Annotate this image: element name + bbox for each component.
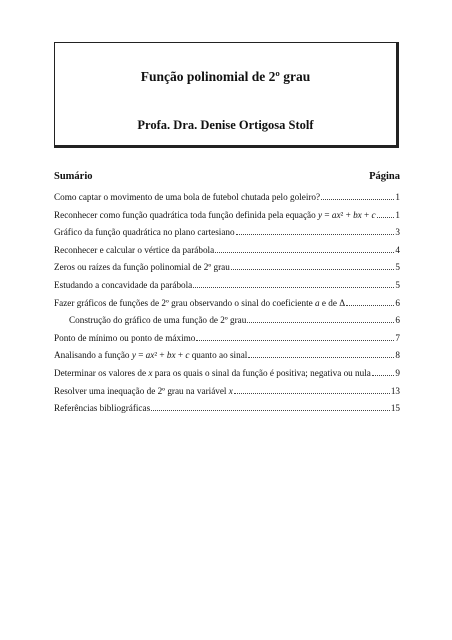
toc-entry-page: 13 xyxy=(390,385,400,396)
toc-entry-text: quanto ao sinal xyxy=(189,350,248,361)
toc-leader-dots xyxy=(193,286,394,288)
toc-entry-text: ² + xyxy=(340,209,354,220)
toc-entry-title xyxy=(54,189,320,207)
toc-entry-text: Analisando a função xyxy=(54,350,132,361)
toc-entry-title xyxy=(69,312,246,330)
toc-entry[interactable] xyxy=(54,400,400,418)
toc-leader-dots xyxy=(248,356,394,358)
toc-leader-dots xyxy=(196,339,394,341)
toc-entry-text: e de Δ xyxy=(319,297,346,308)
document-title: Função polinomial de 2º grau xyxy=(140,69,311,84)
toc-entry-page: 15 xyxy=(390,403,400,414)
toc-entry[interactable] xyxy=(54,277,400,295)
toc-entry-page: 5 xyxy=(395,279,400,290)
toc-entry-text: Zeros ou raízes da função polinomial de 2º grau xyxy=(54,262,230,273)
toc-entry-text: Gráfico da função quadrática no plano cartesiano xyxy=(54,227,235,238)
toc-entry-text: bx xyxy=(166,350,176,361)
toc-entry-title xyxy=(54,295,345,313)
toc-entry-text: para os quais o sinal da função é positiva; negativa ou nula xyxy=(152,367,371,378)
toc-entry-title xyxy=(54,347,247,365)
toc-entry-text: Resolver uma inequação de 2º grau na variável xyxy=(54,385,229,396)
toc-entry-text: + xyxy=(361,209,372,220)
toc-entry[interactable] xyxy=(54,242,400,260)
toc-leader-dots xyxy=(247,321,394,323)
toc-entry-text: a xyxy=(315,297,320,308)
toc-entry-title xyxy=(54,224,235,242)
toc-list xyxy=(54,189,400,418)
toc-leader-dots xyxy=(377,216,395,218)
toc-entry-text: ² + xyxy=(154,350,167,361)
toc-entry-title xyxy=(54,259,230,277)
toc-leader-dots xyxy=(321,198,394,200)
toc-entry[interactable] xyxy=(54,347,400,365)
title-box xyxy=(54,42,399,148)
toc-leader-dots xyxy=(234,392,390,394)
toc-entry-page: 5 xyxy=(395,262,400,273)
toc-entry[interactable] xyxy=(54,312,400,330)
toc-entry-page: 9 xyxy=(395,367,400,378)
toc-heading: Sumário xyxy=(54,171,93,182)
toc-entry-text: c xyxy=(371,209,376,220)
toc-entry-text: Construção do gráfico de uma função de 2º grau xyxy=(69,315,247,326)
toc-entry-text: Determinar os valores de xyxy=(54,367,149,378)
toc-entry-text: = xyxy=(135,350,146,361)
document-author: Profa. Dra. Denise Ortigosa Stolf xyxy=(137,118,314,132)
toc-entry-page: 3 xyxy=(395,227,400,238)
toc-entry-page: 6 xyxy=(395,315,400,326)
toc-entry-text: Reconhecer e calcular o vértice da parábola xyxy=(54,244,215,255)
toc-entry-text: x xyxy=(228,385,233,396)
toc-entry-page: 1 xyxy=(395,209,400,220)
toc-entry-title xyxy=(54,242,214,260)
toc-entry[interactable] xyxy=(54,224,400,242)
toc-entry[interactable] xyxy=(54,259,400,277)
toc-entry-text: Fazer gráficos de funções de 2º grau observando o sinal do coeficiente xyxy=(54,297,316,308)
toc-entry-text: Estudando a concavidade da parábola xyxy=(54,279,193,290)
toc-leader-dots xyxy=(231,268,395,270)
toc-entry[interactable] xyxy=(54,207,400,225)
toc-entry-page: 1 xyxy=(395,192,400,202)
toc-entry[interactable] xyxy=(54,365,400,383)
toc-entry-text: Referências bibliográficas xyxy=(54,403,151,414)
toc-entry-title xyxy=(54,365,371,383)
toc-entry[interactable] xyxy=(54,383,400,401)
toc-entry-text: x xyxy=(148,367,153,378)
toc-entry[interactable] xyxy=(54,330,400,348)
toc-entry-text: bx xyxy=(353,209,362,220)
toc-entry-page: 4 xyxy=(395,244,400,255)
toc-entry-page: 6 xyxy=(395,297,400,308)
toc-entry-title xyxy=(54,207,376,225)
toc-entry[interactable] xyxy=(54,295,400,313)
toc-entry-text: + xyxy=(175,350,186,361)
toc-entry-text: = xyxy=(322,209,332,220)
toc-entry-text: c xyxy=(185,350,190,361)
toc-entry-text: Como captar o movimento de uma bola de futebol chutada pelo goleiro? xyxy=(54,192,321,202)
toc-leader-dots xyxy=(346,304,394,306)
toc-entry-title xyxy=(54,383,233,401)
toc-entry-page: 7 xyxy=(395,332,400,343)
toc-entry-text: Ponto de mínimo ou ponto de máximo xyxy=(54,332,196,343)
toc-entry-text: ax xyxy=(145,350,155,361)
toc-entry-title xyxy=(54,277,192,295)
toc-leader-dots xyxy=(215,251,394,253)
toc-leader-dots xyxy=(236,233,395,235)
toc-leader-dots xyxy=(151,409,390,411)
toc-entry-title xyxy=(54,330,195,348)
toc-entry-text: y xyxy=(318,209,323,220)
toc-entry-page: 8 xyxy=(395,350,400,361)
toc-entry-text: Reconhecer como função quadrática toda função definida pela equação xyxy=(54,209,319,220)
toc-leader-dots xyxy=(372,374,395,376)
toc-entry-text: ax xyxy=(331,209,341,220)
toc-entry-text: y xyxy=(131,350,136,361)
toc-entry[interactable] xyxy=(54,189,400,207)
toc-page-heading: Página xyxy=(369,171,400,182)
toc-entry-title xyxy=(54,400,150,418)
